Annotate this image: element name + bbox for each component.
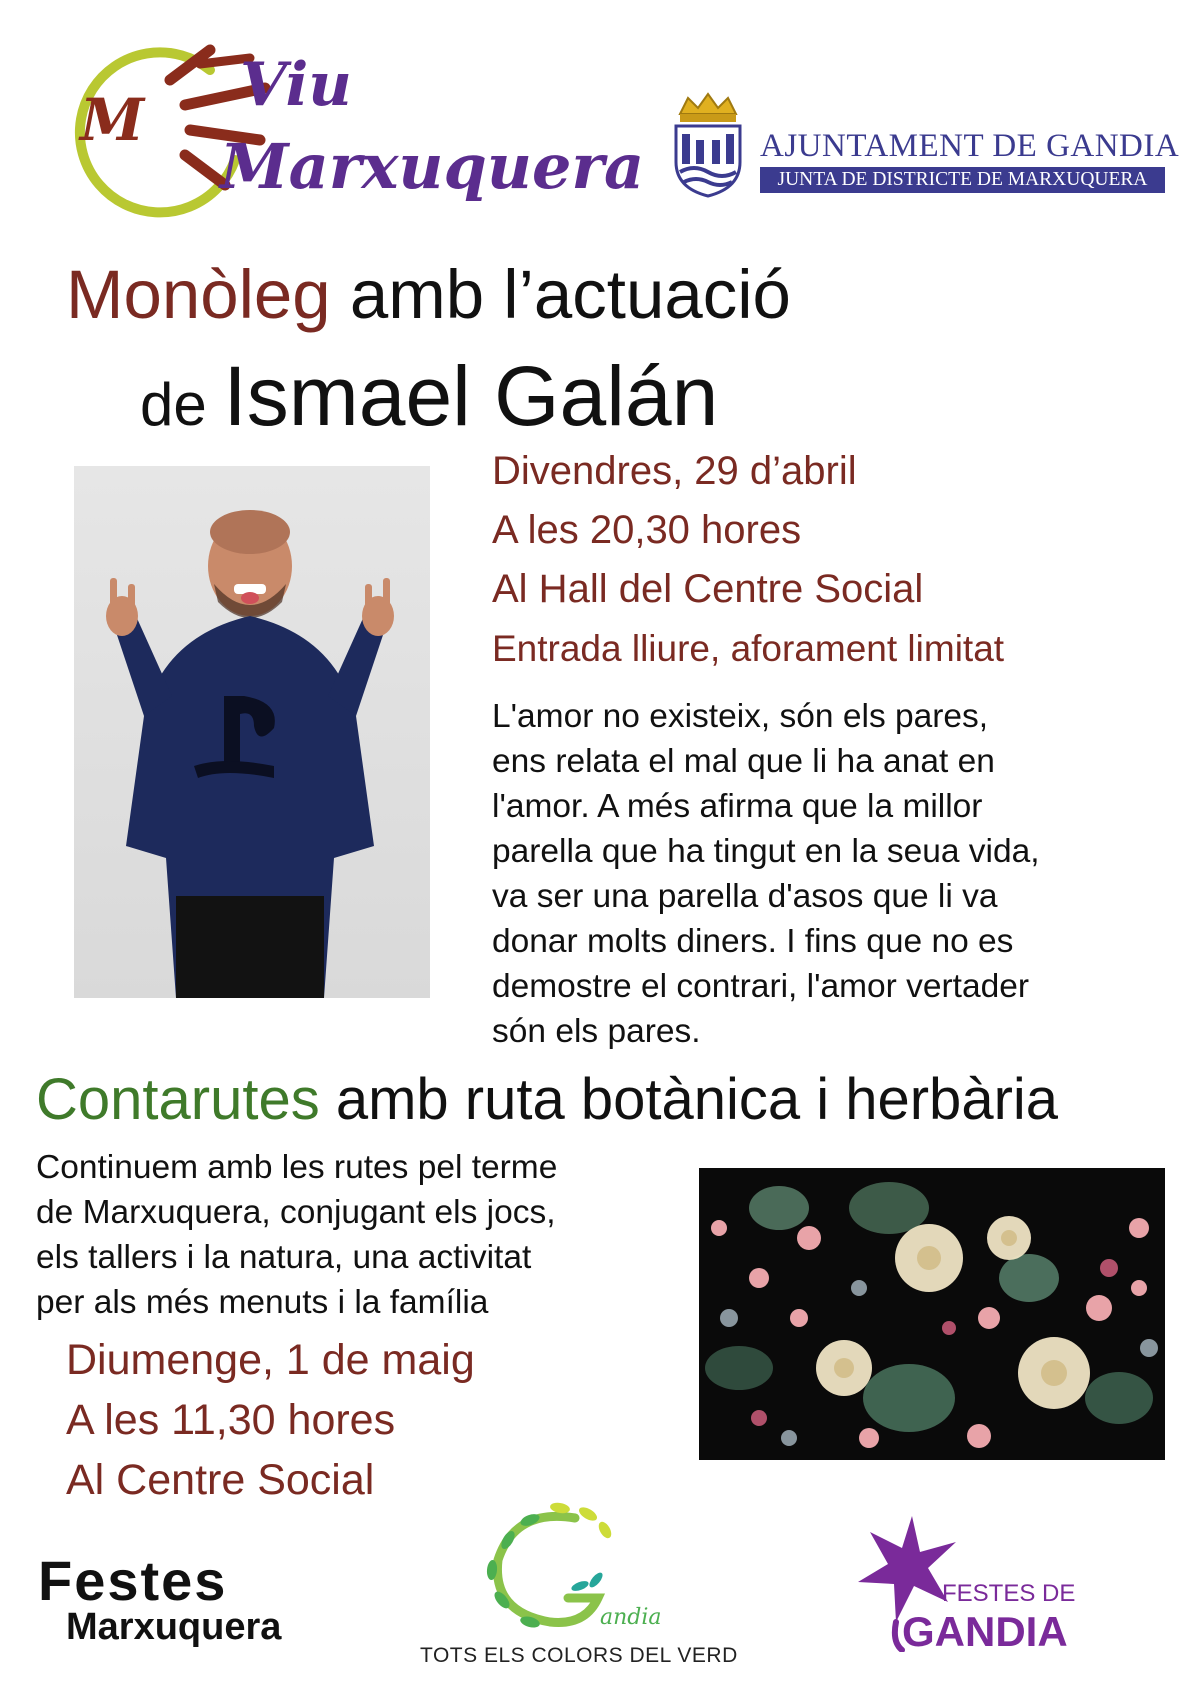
event1-date: Divendres, 29 d’abril: [492, 449, 857, 493]
event2-venue: Al Centre Social: [66, 1456, 375, 1504]
event2-title-accent: Contarutes: [36, 1067, 320, 1132]
event1-description-line: L'amor no existeix, són els pares,: [492, 698, 989, 735]
event2-description-line: Continuem amb les rutes pel terme: [36, 1149, 558, 1186]
event2-title: [36, 1066, 1058, 1133]
gandia-verd-caption: TOTS ELS COLORS DEL VERD: [420, 1644, 738, 1667]
event1-description-line: donar molts diners. I fins que no es: [492, 923, 1014, 960]
event2-title-rest: amb ruta botànica i herbària: [319, 1067, 1059, 1132]
svg-text:M: M: [80, 86, 145, 154]
event1-description-line: són els pares.: [492, 1013, 701, 1050]
festes-gandia-line2: GANDIA: [902, 1608, 1068, 1655]
festes-marxuquera-logo: [38, 1548, 338, 1648]
event1-description-line: parella que ha tingut en la seua vida,: [492, 833, 1040, 870]
ajuntament-gandia-logo: [668, 92, 1180, 202]
performer-silhouette-image: [74, 466, 430, 998]
event1-details: [492, 442, 1004, 678]
ajuntament-subtitle: JUNTA DE DISTRICTE DE MARXUQUERA: [760, 167, 1165, 193]
event2-date: Diumenge, 1 de maig: [66, 1336, 475, 1384]
performer-name: Ismael Galán: [223, 349, 719, 443]
festes-gandia-logo: [852, 1512, 1092, 1662]
festes-gandia-line1: FESTES DE: [942, 1580, 1076, 1607]
event1-title-rest: amb l’actuació: [330, 256, 791, 333]
event1-title-accent: Monòleg: [66, 256, 331, 333]
viu-logo-line1: Viu: [240, 50, 352, 120]
flowers-illustration-image: [699, 1168, 1165, 1460]
event1-description-line: demostre el contrari, l'amor vertader: [492, 968, 1030, 1005]
event2-description: [36, 1145, 557, 1325]
performer-prefix: de: [140, 371, 224, 438]
event2-description-line: els tallers i la natura, una activitat: [36, 1239, 532, 1276]
event2-details: [66, 1330, 475, 1510]
event1-title: [66, 255, 791, 334]
event1-admission: Entrada lliure, aforament limitat: [492, 628, 1005, 669]
event1-venue: Al Hall del Centre Social: [492, 567, 924, 611]
ajuntament-title: AJUNTAMENT DE GANDIA: [760, 128, 1180, 164]
gandia-coat-of-arms-icon: [668, 92, 748, 202]
festes-marxuquera-line1: Festes: [38, 1549, 228, 1612]
event1-description: [492, 694, 1172, 1054]
performer-heading: [140, 348, 718, 445]
gandia-verd-logo: [420, 1500, 738, 1680]
festes-marxuquera-line2: Marxuquera: [66, 1606, 282, 1648]
gandia-verd-script: andia: [600, 1605, 662, 1630]
event1-description-line: ens relata el mal que li ha anat en: [492, 743, 995, 780]
viu-logo-line2: Marxuquera: [220, 130, 645, 203]
event2-description-line: de Marxuquera, conjugant els jocs,: [36, 1194, 556, 1231]
event2-description-line: per als més menuts i la família: [36, 1284, 489, 1321]
event1-time: A les 20,30 hores: [492, 508, 802, 552]
gandia-leaf-wreath-icon: [420, 1500, 710, 1640]
viu-marxuquera-logo: [60, 30, 645, 230]
performer-photo: [74, 466, 430, 998]
event1-description-line: l'amor. A més afirma que la millor: [492, 788, 983, 825]
botanical-flowers-photo: [699, 1168, 1165, 1460]
event2-time: A les 11,30 hores: [66, 1396, 396, 1444]
event1-description-line: va ser una parella d'asos que li va: [492, 878, 998, 915]
